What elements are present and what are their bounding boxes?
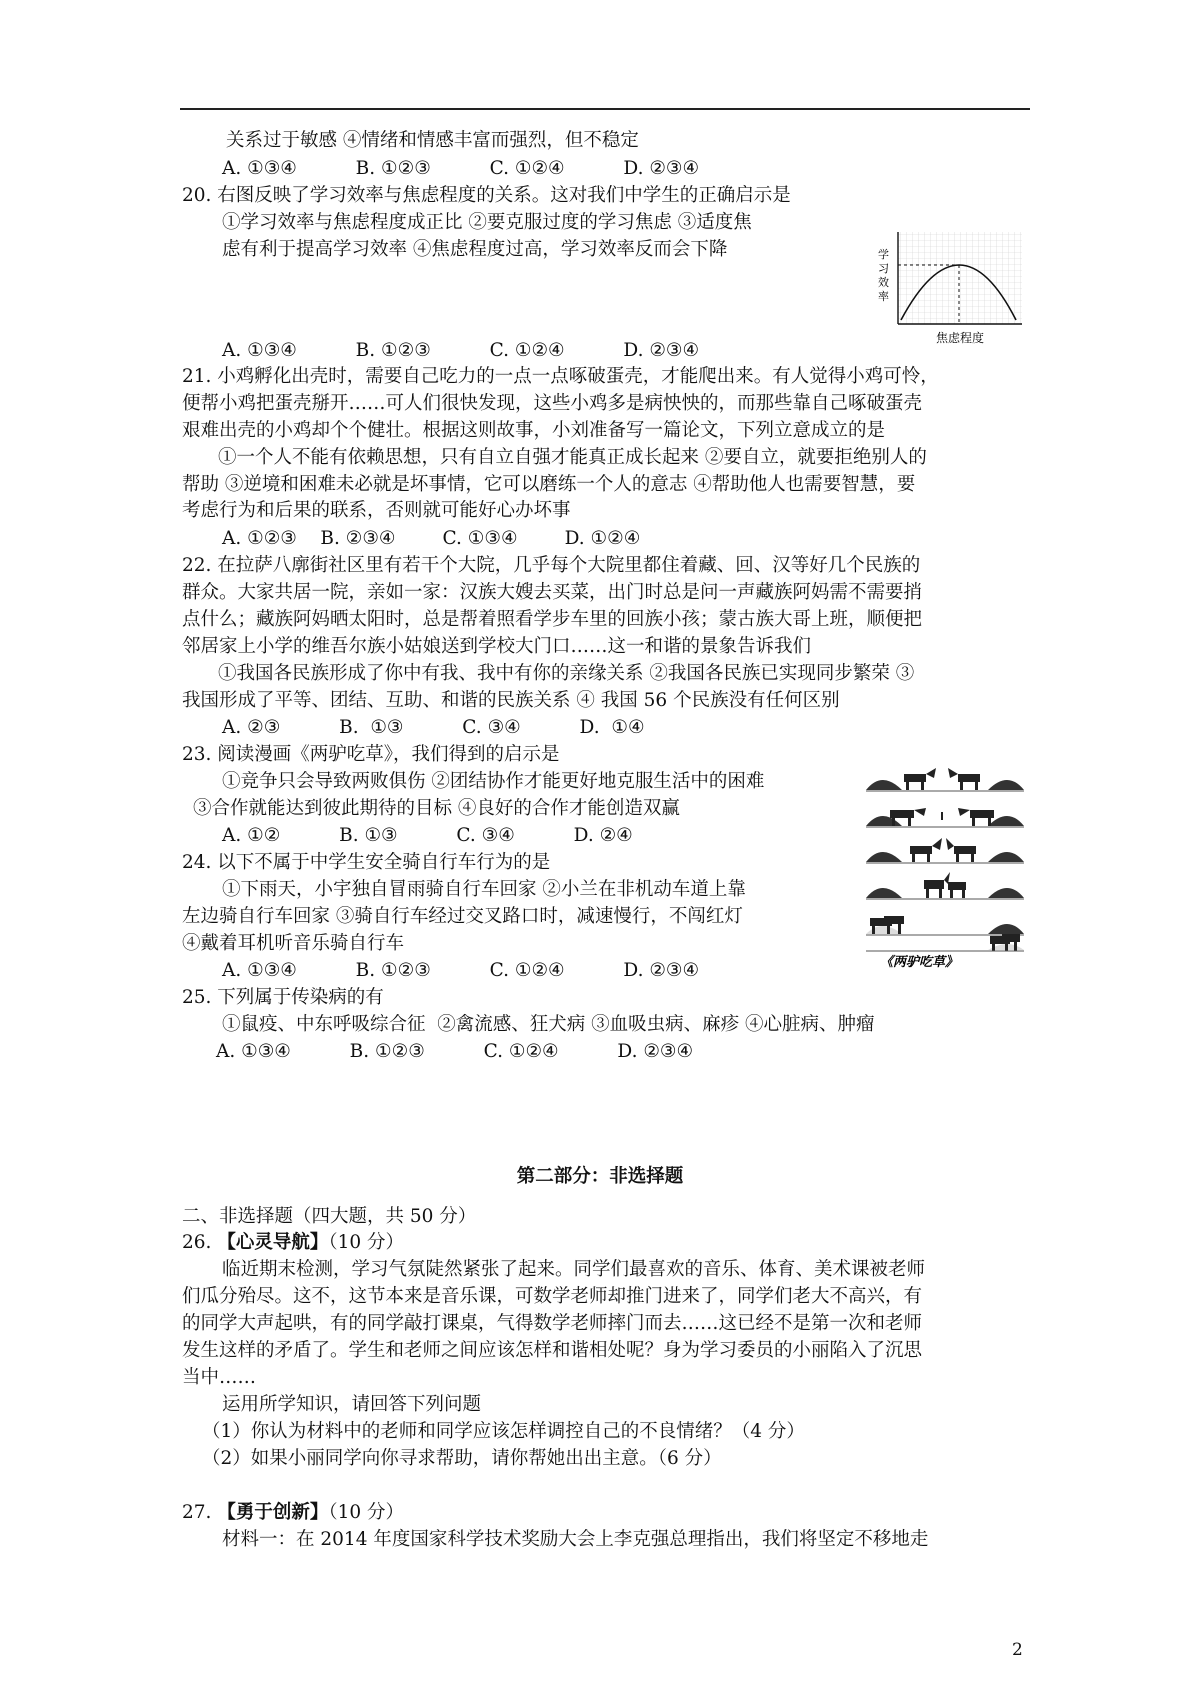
text-line-l11: 帮助 ③逆境和困难未必就是坏事情，它可以磨练一个人的意志 ④帮助他人也需要智慧，要 <box>182 474 916 495</box>
cartoon-panel-4 <box>866 872 1024 899</box>
text-line-l39: 当中…… <box>182 1367 257 1388</box>
text-line-l28: ④戴着耳机听音乐骑自行车 <box>182 933 405 954</box>
text-line-l15: 群众。大家共居一院，亲如一家：汉族大嫂去买菜，出门时总是问一声藏族阿妈需不需要捎 <box>182 582 923 603</box>
text-line-l34: 26. 【心灵导航】（10 分） <box>182 1232 404 1253</box>
text-line-l18: ①我国各民族形成了你中有我、我中有你的亲缘关系 ②我国各民族已实现同步繁荣 ③ <box>218 663 915 684</box>
question-heading: 【勇于创新】 <box>217 1502 329 1523</box>
text-line-l20: A. ②③ B. ①③ C. ③④ D. ①④ <box>222 717 645 738</box>
text-line-l40: 运用所学知识，请回答下列问题 <box>222 1394 482 1415</box>
text-line-l25: 24. 以下不属于中学生安全骑自行车行为的是 <box>182 852 551 873</box>
chart-ylabel-1: 学 <box>878 248 889 261</box>
text-line-l32: A. ①③④ B. ①②③ C. ①②④ D. ②③④ <box>216 1041 694 1062</box>
text-line-l02: A. ①③④ B. ①②③ C. ①②④ D. ②③④ <box>222 158 700 179</box>
text-line-l19: 我国形成了平等、团结、互助、和谐的民族关系 ④ 我国 56 个民族没有任何区别 <box>182 690 840 711</box>
text-line-l29: A. ①③④ B. ①②③ C. ①②④ D. ②③④ <box>222 960 700 981</box>
chart-xlabel: 焦虑程度 <box>936 331 985 345</box>
anxiety-efficiency-chart <box>870 228 1026 348</box>
page-number: 2 <box>1012 1640 1023 1660</box>
text-line-l12: 考虑行为和后果的联系，否则就可能好心办坏事 <box>182 500 571 521</box>
text-line-l38: 发生这样的矛盾了。学生和老师之间应该怎样和谐相处呢？身为学习委员的小丽陷入了沉思 <box>182 1340 923 1361</box>
text-line-l05: 虑有利于提高学习效率 ④焦虑程度过高，学习效率反而会下降 <box>222 239 728 260</box>
text-line-l42: （2）如果小丽同学向你寻求帮助，请你帮她出出主意。（6 分） <box>202 1448 722 1469</box>
text-line-l16: 点什么；藏族阿妈晒太阳时，总是帮着照看学步车里的回族小孩；蒙古族大哥上班，顺便把 <box>182 609 923 630</box>
two-donkeys-cartoon <box>862 760 1028 968</box>
text-line-l30: 25. 下列属于传染病的有 <box>182 987 384 1008</box>
text-line-l22: ①竞争只会导致两败俱伤 ②团结协作才能更好地克服生活中的困难 <box>222 771 765 792</box>
chart-ylabel-2: 习 <box>878 262 889 275</box>
text-line-l07: 21. 小鸡孵化出壳时，需要自己吃力的一点一点啄破蛋壳，才能爬出来。有人觉得小鸡可怜， <box>182 366 939 387</box>
text-line-l01: 关系过于敏感 ④情绪和情感丰富而强烈，但不稳定 <box>226 130 639 151</box>
text-line-l37: 的同学大声起哄，有的同学敲打课桌，气得数学老师摔门而去……这已经不是第一次和老师 <box>182 1313 923 1334</box>
text-line-l04: ①学习效率与焦虑程度成正比 ②要克服过度的学习焦虑 ③适度焦 <box>222 212 752 233</box>
cartoon-panel-3 <box>866 838 1024 863</box>
text-line-l13: A. ①②③ B. ②③④ C. ①③④ D. ①②④ <box>222 528 641 549</box>
text-line-l17: 邻居家上小学的维吾尔族小姑娘送到学校大门口……这一和谐的景象告诉我们 <box>182 636 812 657</box>
question-heading: 【心灵导航】 <box>217 1232 329 1253</box>
text-line-l10: ①一个人不能有依赖思想，只有自立自强才能真正成长起来 ②要自立，就要拒绝别人的 <box>218 447 927 468</box>
text-line-l21: 23. 阅读漫画《两驴吃草》，我们得到的启示是 <box>182 744 560 765</box>
text-line-l26: ①下雨天，小宇独自冒雨骑自行车回家 ②小兰在非机动车道上靠 <box>222 879 746 900</box>
section-title: 第二部分：非选择题 <box>516 1166 684 1187</box>
cartoon-panel-5 <box>866 916 1024 935</box>
cartoon-caption: 《两驴吃草》 <box>880 955 959 968</box>
header-rule <box>180 108 1030 110</box>
text-line-l06: A. ①③④ B. ①②③ C. ①②④ D. ②③④ <box>222 340 700 361</box>
text-line-l43: 27. 【勇于创新】（10 分） <box>182 1502 404 1523</box>
text-line-l24: A. ①② B. ①③ C. ③④ D. ②④ <box>222 825 633 846</box>
text-line-l23: ③合作就能达到彼此期待的目标 ④良好的合作才能创造双赢 <box>193 798 680 819</box>
text-line-l03: 20. 右图反映了学习效率与焦虑程度的关系。这对我们中学生的正确启示是 <box>182 185 791 206</box>
text-line-l36: 们瓜分殆尽。这不，这节本来是音乐课，可数学老师却推门进来了，同学们老大不高兴，有 <box>182 1286 923 1307</box>
chart-grid <box>898 232 1022 324</box>
text-line-l44: 材料一：在 2014 年度国家科学技术奖励大会上李克强总理指出，我们将坚定不移地走 <box>222 1529 929 1550</box>
text-line-l14: 22. 在拉萨八廓街社区里有若干个大院，几乎每个大院里都住着藏、回、汉等好几个民族的 <box>182 555 921 576</box>
text-line-l09: 艰难出壳的小鸡却个个健壮。根据这则故事，小刘准备写一篇论文，下列立意成立的是 <box>182 420 886 441</box>
text-line-l41: （1）你认为材料中的老师和同学应该怎样调控自己的不良情绪？（4 分） <box>202 1421 805 1442</box>
cartoon-panel-1 <box>866 768 1024 791</box>
text-line-l08: 便帮小鸡把蛋壳掰开……可人们很快发现，这些小鸡多是病怏怏的，而那些靠自己啄破蛋壳 <box>182 393 923 414</box>
cartoon-panel-2 <box>866 808 1024 827</box>
chart-ylabel-3: 效 <box>878 276 889 289</box>
text-line-l27: 左边骑自行车回家 ③骑自行车经过交叉路口时，减速慢行，不闯红灯 <box>182 906 743 927</box>
text-line-l31: ①鼠疫、中东呼吸综合征 ②禽流感、狂犬病 ③血吸虫病、麻疹 ④心脏病、肿瘤 <box>222 1014 875 1035</box>
text-line-l35: 临近期末检测，学习气氛陡然紧张了起来。同学们最喜欢的音乐、体育、美术课被老师 <box>222 1259 926 1280</box>
chart-ylabel-4: 率 <box>878 290 889 303</box>
cartoon-panel-6 <box>866 934 1024 951</box>
text-line-l33: 二、非选择题（四大题，共 50 分） <box>182 1206 477 1227</box>
